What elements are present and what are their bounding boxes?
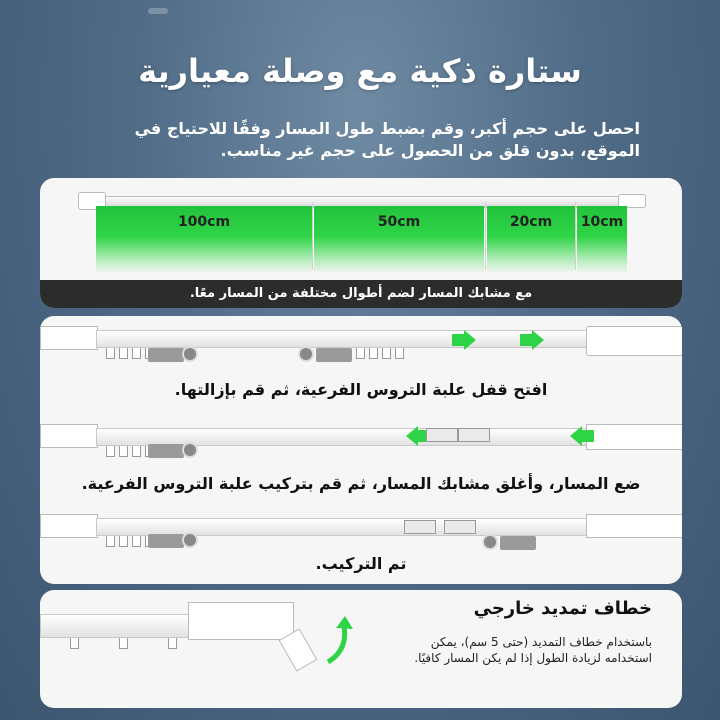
segment-label: 20cm bbox=[509, 214, 553, 230]
segment-divider bbox=[485, 202, 486, 270]
segments-note: مع مشابك المسار لضم أطوال مختلفة من المسار معًا. bbox=[40, 280, 682, 308]
hook-row bbox=[106, 446, 154, 457]
arrow-right-icon bbox=[520, 330, 544, 350]
gear-wheel bbox=[182, 532, 198, 548]
hook-row bbox=[106, 348, 154, 359]
rail-track bbox=[96, 330, 588, 348]
step-3-text: تم التركيب. bbox=[315, 554, 407, 573]
extension-hook-title: خطاف تمديد خارجي bbox=[473, 598, 652, 619]
gearbox bbox=[148, 348, 184, 362]
rail-end-left bbox=[40, 424, 98, 448]
segment-100cm bbox=[96, 206, 312, 274]
extension-hook-description: باستخدام خطاف التمديد (حتى 5 سم)، يمكن استخدامه لزيادة الطول إذا لم يكن المسار كافيًا. bbox=[414, 635, 652, 665]
rail-end-right bbox=[586, 424, 682, 450]
watermark-blur bbox=[148, 8, 168, 14]
extension-hook-body bbox=[188, 602, 294, 640]
gear-wheel bbox=[182, 442, 198, 458]
arrow-left-icon bbox=[570, 426, 594, 446]
segment-label: 50cm bbox=[377, 214, 421, 230]
segment-divider bbox=[312, 202, 313, 270]
hook-row bbox=[356, 348, 404, 359]
gear-wheel bbox=[182, 346, 198, 362]
arrow-right-icon bbox=[452, 330, 476, 350]
step-1-text: افتح قفل علبة التروس الفرعية، ثم قم بإزالتها. bbox=[174, 380, 548, 399]
gear-wheel bbox=[298, 346, 314, 362]
segment-50cm bbox=[314, 206, 484, 274]
page-title: ستارة ذكية مع وصلة معيارية bbox=[138, 52, 582, 90]
rail-end-right bbox=[586, 514, 682, 538]
segment-divider bbox=[575, 202, 576, 270]
segment-10cm bbox=[577, 206, 627, 274]
curved-arrow-icon bbox=[320, 616, 356, 666]
segment-label: 100cm bbox=[177, 214, 231, 230]
rail-clip bbox=[426, 428, 458, 442]
rail-clip bbox=[404, 520, 436, 534]
page-subtitle: احصل على حجم أكبر، وقم بضبط طول المسار وفقًا للاحتياج في الموقع، بدون قلق من الحصول على حجم غير مناسب. bbox=[134, 119, 640, 160]
segments-card bbox=[40, 178, 682, 308]
gear-wheel bbox=[482, 534, 498, 550]
gearbox bbox=[148, 444, 184, 458]
hook-row bbox=[70, 638, 177, 649]
rail-end-right bbox=[586, 326, 682, 356]
sub-gearbox bbox=[316, 348, 352, 362]
extension-hook-card bbox=[40, 590, 682, 708]
rail-clip bbox=[458, 428, 490, 442]
step-2-text: ضع المسار، وأغلق مشابك المسار، ثم قم بتركيب علبة التروس الفرعية. bbox=[81, 474, 641, 493]
rail-end-left bbox=[40, 326, 98, 350]
sub-gearbox bbox=[500, 536, 536, 550]
rail-end-left bbox=[40, 514, 98, 538]
segment-label: 10cm bbox=[580, 214, 624, 230]
steps-card bbox=[40, 316, 682, 584]
gearbox bbox=[148, 534, 184, 548]
rail-clip bbox=[444, 520, 476, 534]
hook-row bbox=[106, 536, 154, 547]
segment-20cm bbox=[487, 206, 575, 274]
